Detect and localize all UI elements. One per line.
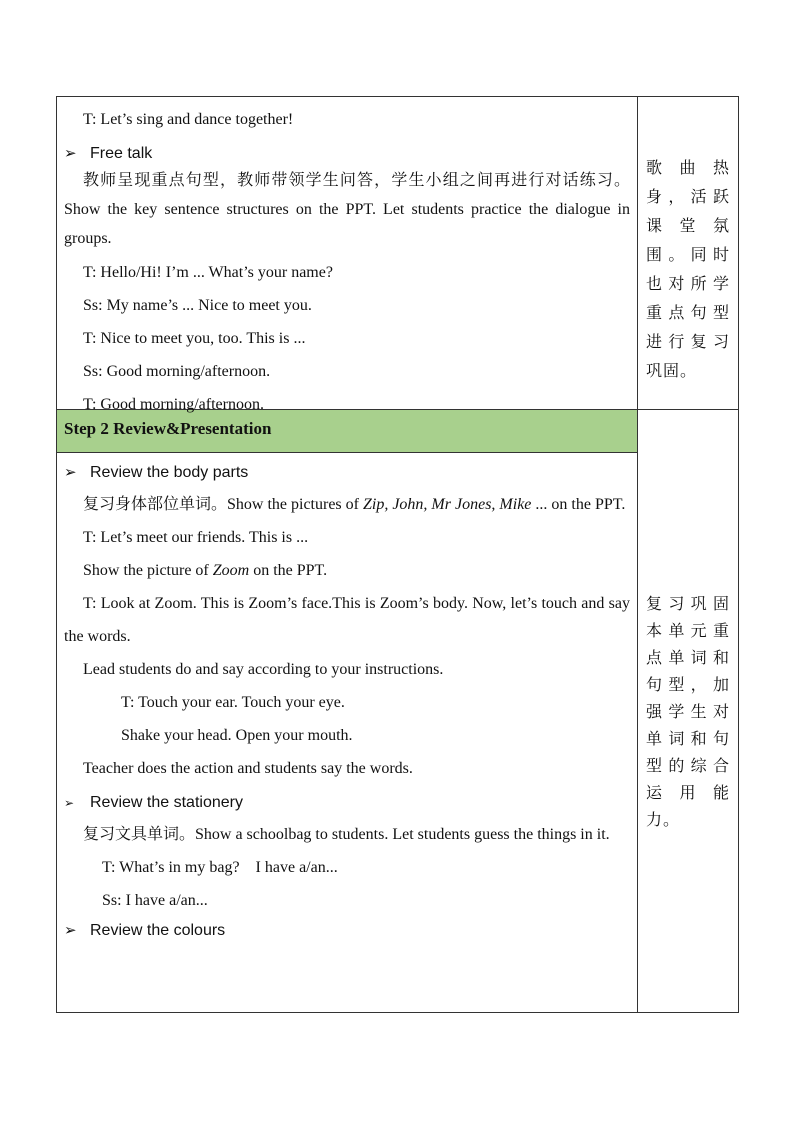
warmup-row xyxy=(57,97,739,410)
dialogue-line-4: Ss: Good morning/afternoon. xyxy=(83,363,271,380)
show-zoom-suffix: on the PPT. xyxy=(249,562,328,579)
teacher-action-line: Teacher does the action and students say the words. xyxy=(83,760,413,777)
free-talk-heading xyxy=(64,142,630,166)
step2-note: 复习巩固本单元重点单词和句型，加强学生对单词和句型的综合运用能力。 xyxy=(646,593,730,829)
arrow-bullet-icon: ➢ xyxy=(64,796,75,810)
arrow-bullet-icon: ➢ xyxy=(64,922,77,939)
dialogue-line-5: T: Good morning/afternoon. xyxy=(83,396,264,413)
show-zoom-line xyxy=(64,554,630,587)
free-talk-description: 教师呈现重点句型，教师带领学生问答，学生小组之间再进行对话练习。Show the key sentence structures on the PPT. Let students practice the dialogue in groups. xyxy=(64,172,630,247)
show-zoom-prefix: Show the picture of xyxy=(83,562,213,579)
look-zoom-line: T: Look at Zoom. This is Zoom’s face.This is Zoom’s body. Now, let’s touch and say the words. xyxy=(64,595,630,645)
dialogue-line-3: T: Nice to meet you, too. This is ... xyxy=(83,330,306,347)
body-parts-label: Review the body parts xyxy=(90,464,249,481)
colours-label: Review the colours xyxy=(90,922,226,939)
free-talk-label: Free talk xyxy=(90,145,153,162)
stationery-label: Review the stationery xyxy=(90,794,243,811)
meet-friends-line: T: Let’s meet our friends. This is ... xyxy=(83,529,309,546)
step2-note-cell xyxy=(638,410,739,1013)
body-intro-suffix: ... on the PPT. xyxy=(531,496,626,513)
body-intro-prefix: 复习身体部位单词。Show the pictures of xyxy=(83,496,363,513)
body-parts-intro xyxy=(64,488,630,521)
dialogue-line-1: T: Hello/Hi! I’m ... What’s your name? xyxy=(83,264,333,281)
bag-answer-line: Ss: I have a/an... xyxy=(102,892,208,909)
body-parts-heading xyxy=(64,461,630,485)
shake-line: Shake your head. Open your mouth. xyxy=(121,727,353,744)
step2-content-row xyxy=(57,453,739,1013)
show-zoom-name: Zoom xyxy=(212,562,250,579)
warmup-note-cell xyxy=(638,97,739,410)
stationery-heading xyxy=(64,791,630,815)
touch-line: T: Touch your ear. Touch your eye. xyxy=(121,694,345,711)
bag-question-line: T: What’s in my bag? I have a/an... xyxy=(102,859,338,876)
dialogue-line-2: Ss: My name’s ... Nice to meet you. xyxy=(83,297,312,314)
step2-title: Step 2 Review&Presentation xyxy=(64,419,272,438)
arrow-bullet-icon: ➢ xyxy=(64,464,77,481)
warmup-note: 歌曲热身，活跃课堂氛围。同时也对所学重点句型进行复习巩固。 xyxy=(646,158,730,380)
lead-line: Lead students do and say according to your instructions. xyxy=(83,661,444,678)
arrow-bullet-icon: ➢ xyxy=(64,145,77,162)
body-intro-names: Zip, John, Mr Jones, Mike xyxy=(362,496,532,513)
sing-line: T: Let’s sing and dance together! xyxy=(83,111,294,128)
step2-content-cell xyxy=(57,453,638,1013)
lesson-plan-table xyxy=(56,96,739,1013)
warmup-content-cell xyxy=(57,97,638,413)
colours-heading xyxy=(64,919,630,943)
stationery-description: 复习文具单词。Show a schoolbag to students. Let students guess the things in it. xyxy=(83,826,610,843)
